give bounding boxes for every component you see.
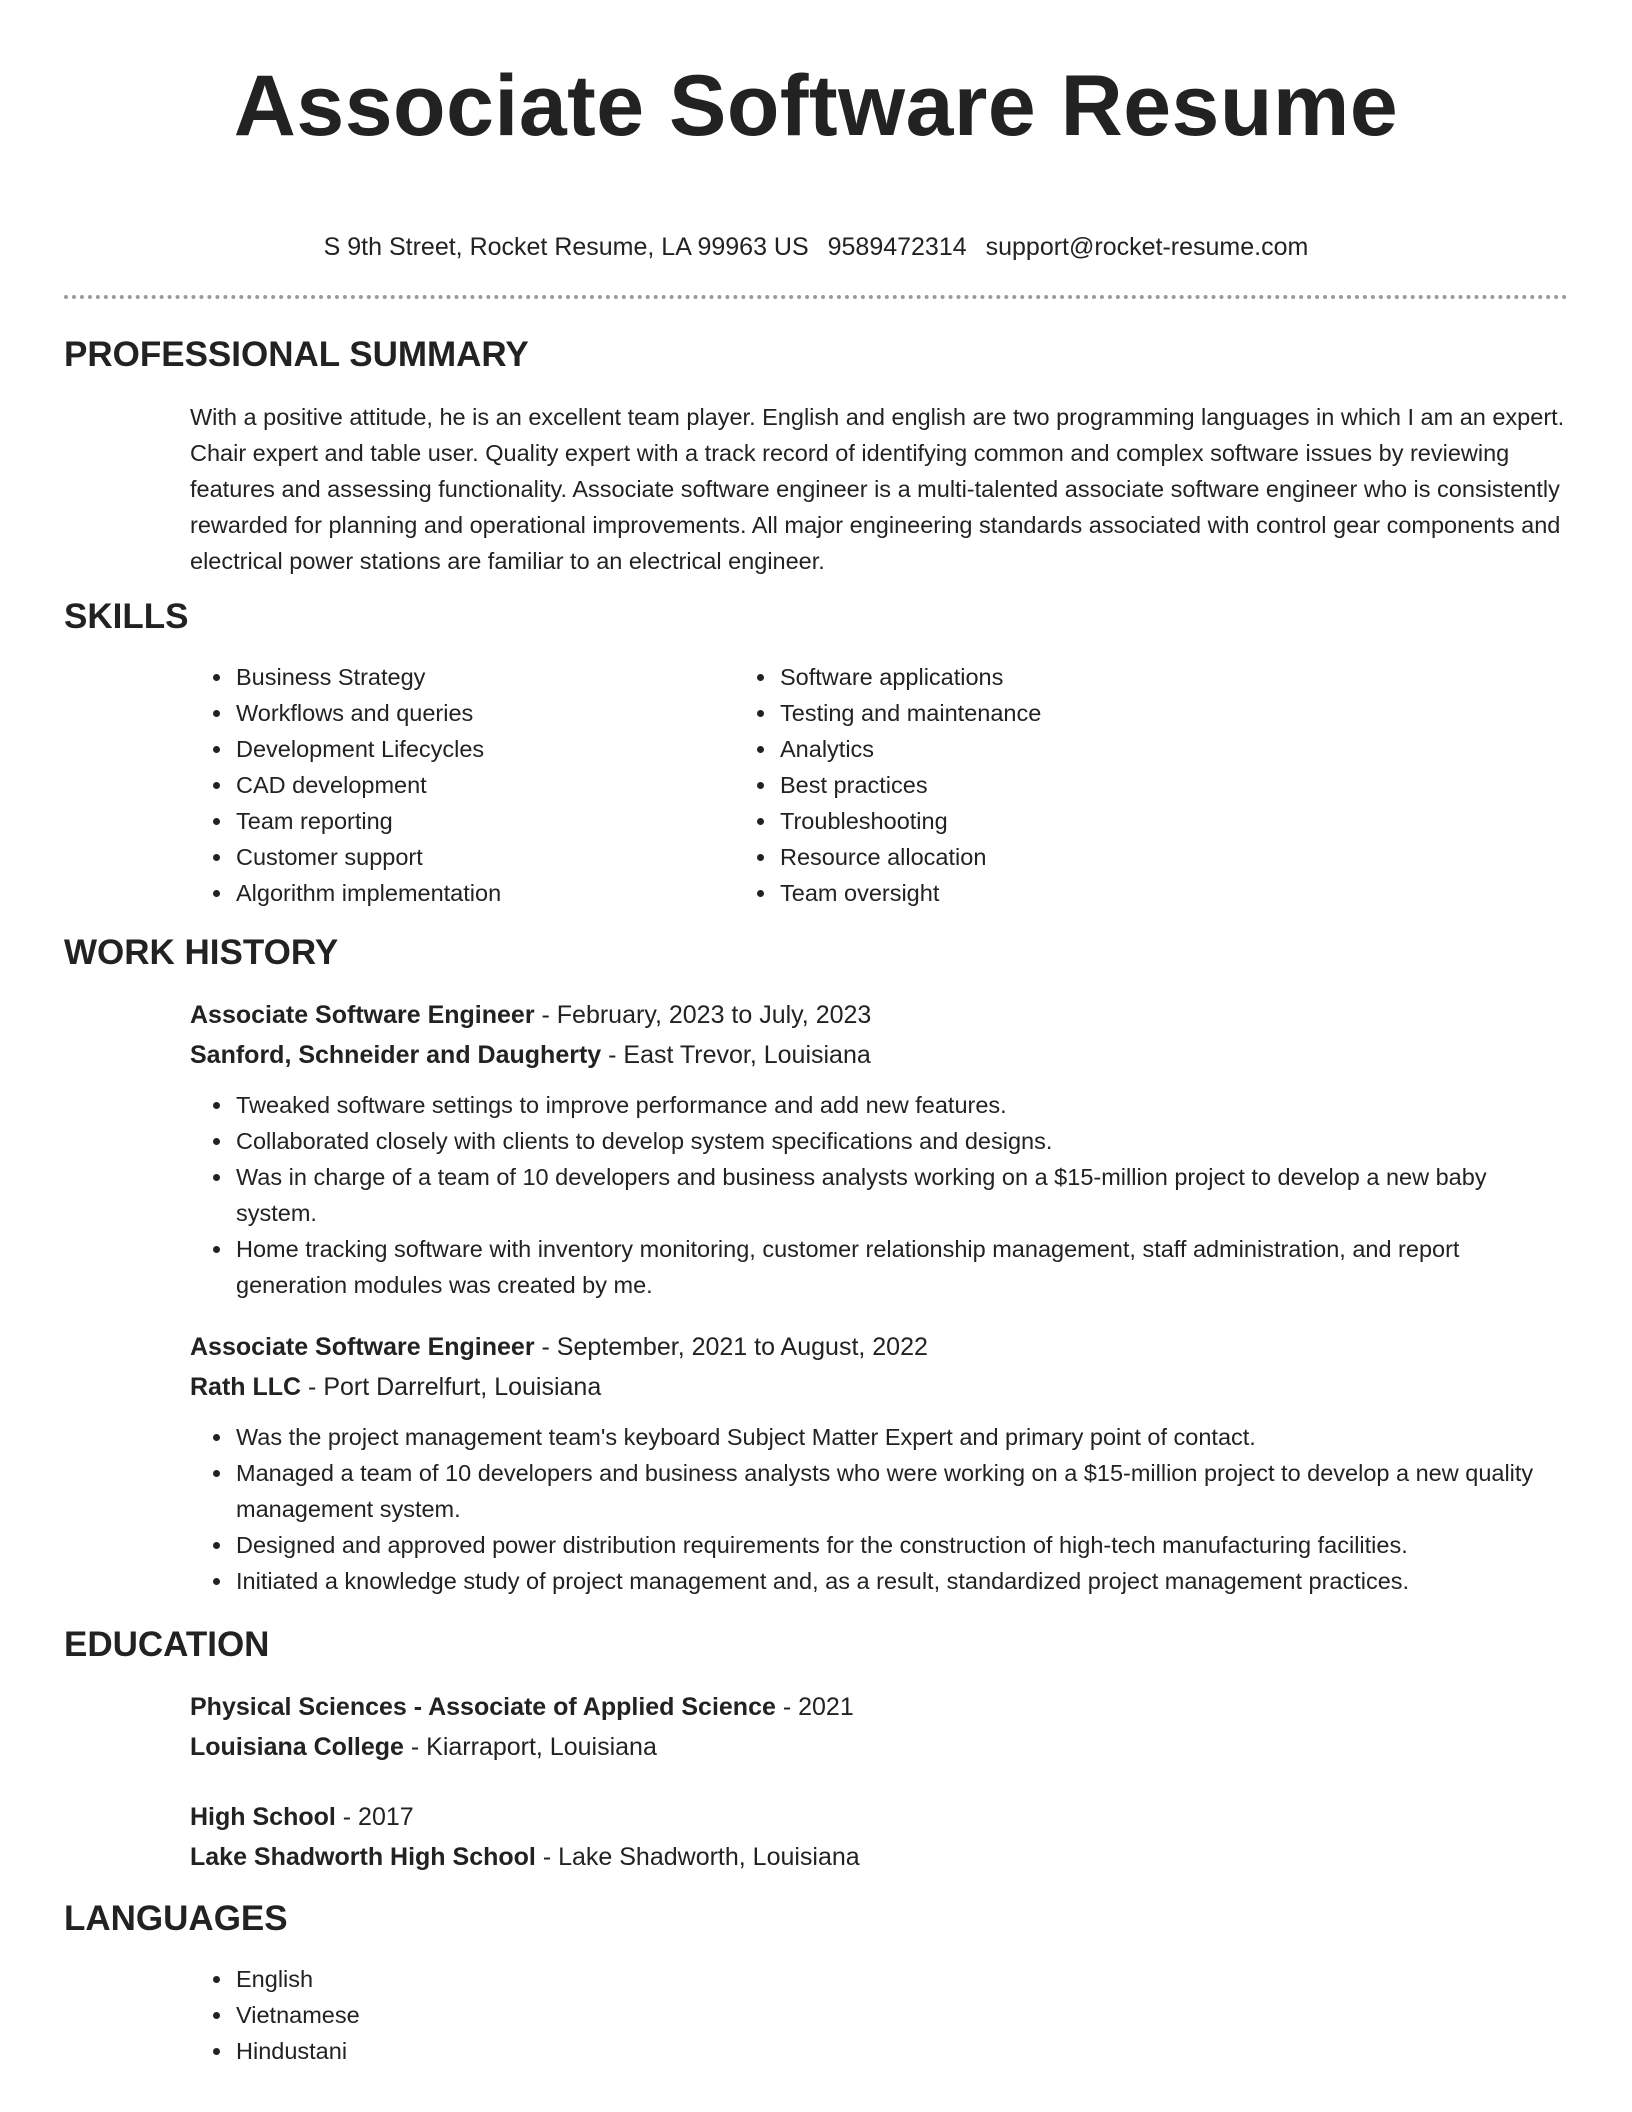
job-bullet: • Tweaked software settings to improve performance and add new features. — [234, 1087, 1568, 1123]
job-company: Sanford, Schneider and Daugherty — [190, 1041, 602, 1069]
education-heading: EDUCATION — [64, 1625, 270, 1664]
job-title-line — [190, 995, 1568, 1035]
skill-item: • Development Lifecycles — [234, 731, 744, 767]
contact-address: S 9th Street, Rocket Resume, LA 99963 US — [323, 233, 809, 261]
job-company-line — [190, 1367, 1568, 1407]
skill-item: • Troubleshooting — [778, 803, 1424, 839]
education-year: - 2017 — [335, 1803, 414, 1831]
job-bullet: • Was in charge of a team of 10 developers and business analysts working on a $15-million project to develop a new baby system. — [234, 1159, 1568, 1231]
skill-item: • Algorithm implementation — [234, 875, 744, 911]
skill-item: • Team reporting — [234, 803, 744, 839]
education-location: - Kiarraport, Louisiana — [403, 1733, 657, 1761]
job-dates: - February, 2023 to July, 2023 — [534, 1001, 872, 1029]
job-dates: - September, 2021 to August, 2022 — [534, 1333, 928, 1361]
education-school-line — [190, 1837, 1568, 1877]
job-bullet: • Designed and approved power distribution requirements for the construction of high-tech manufacturing facilities. — [234, 1527, 1568, 1563]
language-item: • Hindustani — [234, 2033, 1568, 2069]
job-company: Rath LLC — [190, 1373, 302, 1401]
summary-text: With a positive attitude, he is an excellent team player. English and english are two programming languages in which I am an expert. Chair expert and table user. Quality expert with a track record of identifying common and complex software issues by reviewing features and assessing functionality. Associate software engineer is a multi-talented associate software engineer who is consistently rewarded for planning and operational improvements. All major engineering standards associated with control gear components and electrical power stations are familiar to an electrical engineer. — [190, 404, 1565, 574]
skills-list — [64, 659, 1568, 911]
skill-item: • Workflows and queries — [234, 695, 744, 731]
job-bullet: • Home tracking software with inventory monitoring, customer relationship management, staff administration, and report generation modules was created by me. — [234, 1231, 1568, 1303]
skill-item: • Best practices — [778, 767, 1424, 803]
job-title: Associate Software Engineer — [190, 1001, 535, 1029]
job-bullets — [190, 1419, 1568, 1599]
skill-item: • CAD development — [234, 767, 744, 803]
skill-item: • Testing and maintenance — [778, 695, 1424, 731]
education-school-line — [190, 1727, 1568, 1767]
job-entry — [190, 1327, 1568, 1599]
job-bullet: • Managed a team of 10 developers and business analysts who were working on a $15-million project to develop a new quality management system. — [234, 1455, 1568, 1527]
job-bullet: • Was the project management team's keyboard Subject Matter Expert and primary point of contact. — [234, 1419, 1568, 1455]
skill-item: • Team oversight — [778, 875, 1424, 911]
header-divider — [64, 295, 1568, 299]
education-degree-line — [190, 1687, 1568, 1727]
job-title-line — [190, 1327, 1568, 1367]
languages-heading: LANGUAGES — [64, 1899, 288, 1938]
skill-item: • Analytics — [778, 731, 1424, 767]
job-entry — [190, 995, 1568, 1303]
skill-item: • Customer support — [234, 839, 744, 875]
resume-title: Associate Software Resume — [233, 58, 1399, 154]
education-entry — [190, 1687, 1568, 1767]
job-location: - East Trevor, Louisiana — [601, 1041, 871, 1069]
job-bullet: • Collaborated closely with clients to develop system specifications and designs. — [234, 1123, 1568, 1159]
education-location: - Lake Shadworth, Louisiana — [535, 1843, 860, 1871]
skills-heading: SKILLS — [64, 597, 189, 636]
education-degree-line — [190, 1797, 1568, 1837]
languages-bullets — [64, 1961, 1568, 2069]
summary-heading: PROFESSIONAL SUMMARY — [64, 335, 529, 374]
job-company-line — [190, 1035, 1568, 1075]
language-item: • English — [234, 1961, 1568, 1997]
contact-email: support@rocket-resume.com — [985, 233, 1309, 261]
job-bullet: • Initiated a knowledge study of project management and, as a result, standardized project management practices. — [234, 1563, 1568, 1599]
education-year: - 2021 — [775, 1693, 854, 1721]
education-entry — [190, 1797, 1568, 1877]
education-degree: High School — [190, 1803, 336, 1831]
skills-column-left — [64, 659, 744, 911]
skill-item: • Resource allocation — [778, 839, 1424, 875]
education-school: Lake Shadworth High School — [190, 1843, 536, 1871]
skill-item: • Business Strategy — [234, 659, 744, 695]
skills-column-right — [744, 659, 1424, 911]
language-item: • Vietnamese — [234, 1997, 1568, 2033]
education-school: Louisiana College — [190, 1733, 404, 1761]
job-title: Associate Software Engineer — [190, 1333, 535, 1361]
languages-list — [64, 1961, 1568, 2069]
contact-line — [64, 232, 1568, 262]
skill-item: • Software applications — [778, 659, 1424, 695]
job-bullets — [190, 1087, 1568, 1303]
education-degree: Physical Sciences - Associate of Applied Science — [190, 1693, 776, 1721]
contact-phone: 9589472314 — [827, 233, 967, 261]
job-location: - Port Darrelfurt, Louisiana — [301, 1373, 602, 1401]
work-heading: WORK HISTORY — [64, 933, 339, 972]
